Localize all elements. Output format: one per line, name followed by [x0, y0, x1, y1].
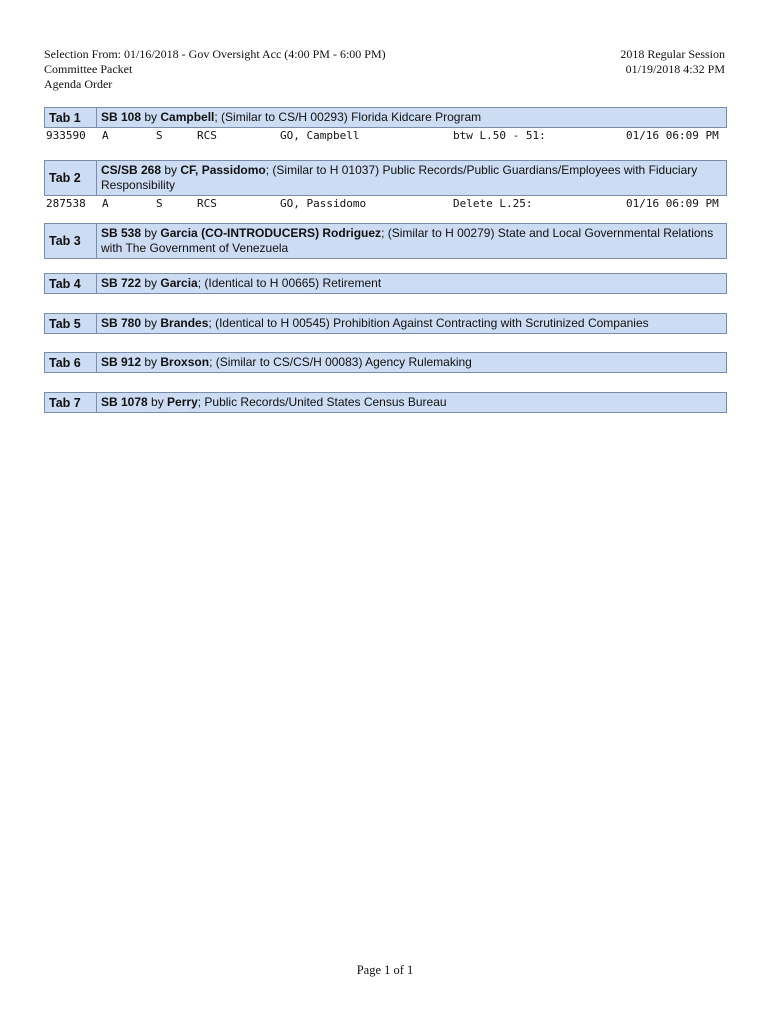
bill-bar: [44, 313, 727, 334]
tab-label: Tab 7: [45, 393, 97, 412]
bill-bar: [44, 352, 727, 373]
bill-bar: [44, 160, 727, 196]
session-line: 2018 Regular Session: [620, 47, 725, 61]
agenda-item-4: [44, 273, 727, 294]
selection-line: Selection From: 01/16/2018 - Gov Oversight Acc (4:00 PM - 6:00 PM): [44, 47, 386, 61]
amendment-row: [44, 196, 727, 211]
amendment-date: 01/16 06:09 PM: [626, 129, 719, 142]
bill-number[interactable]: SB 108: [101, 110, 142, 124]
agenda-item-5: [44, 313, 727, 334]
bill-title: SB 780 by Brandes; (Identical to H 00545) Prohibition Against Contracting with Scrutinized Companies: [101, 316, 649, 330]
tab-label: Tab 6: [45, 353, 97, 372]
bill-description: ; Public Records/United States Census Bureau: [197, 395, 447, 409]
agenda-item-3: [44, 223, 727, 259]
bill-title: CS/SB 268 by CF, Passidomo; (Similar to H 01037) Public Records/Public Guardians/Employees with Fiduciary Responsibility: [101, 163, 698, 192]
bill-number[interactable]: CS/SB 268: [101, 163, 162, 177]
bill-description: ; (Identical to H 00665) Retirement: [197, 276, 382, 290]
bill-bar: [44, 273, 727, 294]
bill-sponsor: Broxson: [160, 355, 210, 369]
bill-bar: [44, 223, 727, 259]
bill-title: SB 1078 by Perry; Public Records/United States Census Bureau: [101, 395, 447, 409]
amendment-type: A: [102, 197, 109, 210]
bill-number[interactable]: SB 780: [101, 316, 142, 330]
amendment-date: 01/16 06:09 PM: [626, 197, 719, 210]
tab-label: Tab 2: [45, 161, 97, 195]
amendment-lines: btw L.50 - 51:: [453, 129, 546, 142]
header-left: [44, 47, 386, 92]
amendment-action: RCS: [197, 129, 217, 142]
bill-sponsor: CF, Passidomo: [180, 163, 266, 177]
bill-title: SB 722 by Garcia; (Identical to H 00665) Retirement: [101, 276, 382, 290]
amendment-row: [44, 128, 727, 143]
agenda-item-7: [44, 392, 727, 413]
amendment-type: A: [102, 129, 109, 142]
agenda-item-6: [44, 352, 727, 373]
bill-title: SB 108 by Campbell; (Similar to CS/H 00293) Florida Kidcare Program: [101, 110, 482, 124]
bill-description: ; (Similar to CS/CS/H 00083) Agency Rulemaking: [209, 355, 472, 369]
bill-description: ; (Similar to CS/H 00293) Florida Kidcare Program: [214, 110, 482, 124]
bill-sponsor: Brandes: [160, 316, 209, 330]
tab-label: Tab 3: [45, 224, 97, 258]
packet-line: Committee Packet: [44, 62, 133, 76]
amendment-sponsor: GO, Campbell: [280, 129, 360, 142]
bill-number[interactable]: SB 912: [101, 355, 142, 369]
bill-title: SB 538 by Garcia (CO-INTRODUCERS) Rodriguez; (Similar to H 00279) State and Local Governmental Relations with The Government of Venezuela: [101, 226, 714, 255]
amendment-status: S: [156, 129, 163, 142]
timestamp-line: 01/19/2018 4:32 PM: [625, 62, 725, 76]
amendment-sponsor: GO, Passidomo: [280, 197, 367, 210]
agenda-item-1: [44, 107, 727, 143]
bill-sponsor: Garcia: [160, 276, 198, 290]
bill-description: ; (Similar to H 00279) State and Local Governmental Relations with The Government of Venezuela: [101, 226, 714, 255]
tab-label: Tab 1: [45, 108, 97, 127]
bill-description: ; (Similar to H 01037) Public Records/Public Guardians/Employees with Fiduciary Responsibility: [101, 163, 698, 192]
bill-number[interactable]: SB 722: [101, 276, 142, 290]
amendment-lines: Delete L.25:: [453, 197, 533, 210]
tab-label: Tab 4: [45, 274, 97, 293]
bill-title: SB 912 by Broxson; (Similar to CS/CS/H 00083) Agency Rulemaking: [101, 355, 472, 369]
bill-description: ; (Identical to H 00545) Prohibition Against Contracting with Scrutinized Companies: [208, 316, 649, 330]
amendment-number[interactable]: 933590: [46, 129, 86, 142]
bill-bar: [44, 107, 727, 128]
bill-sponsor: Garcia (CO-INTRODUCERS) Rodriguez: [160, 226, 382, 240]
bill-number[interactable]: SB 1078: [101, 395, 148, 409]
bill-number[interactable]: SB 538: [101, 226, 142, 240]
header-right: [620, 47, 725, 77]
bill-sponsor: Perry: [167, 395, 198, 409]
amendment-status: S: [156, 197, 163, 210]
order-line: Agenda Order: [44, 77, 113, 91]
amendment-action: RCS: [197, 197, 217, 210]
agenda-item-2: [44, 160, 727, 211]
amendment-number[interactable]: 287538: [46, 197, 86, 210]
page-number: Page 1 of 1: [356, 963, 414, 977]
bill-bar: [44, 392, 727, 413]
bill-sponsor: Campbell: [160, 110, 215, 124]
tab-label: Tab 5: [45, 314, 97, 333]
